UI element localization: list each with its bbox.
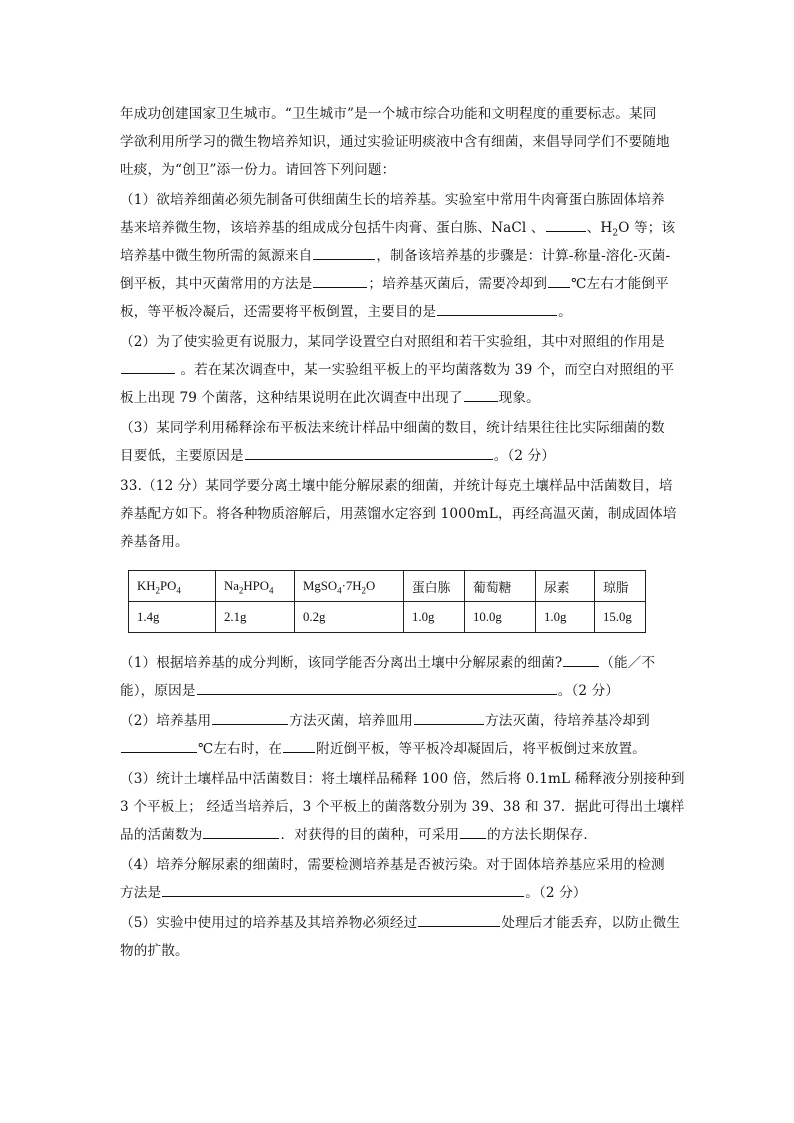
answer-blank[interactable]: [197, 680, 557, 695]
subscript: 2: [612, 228, 619, 239]
s1-line-1: [120, 649, 680, 677]
q1-text: 、H: [586, 220, 613, 236]
answer-blank[interactable]: [546, 217, 586, 232]
table-header-cell: 琼脂: [595, 571, 646, 602]
answer-blank[interactable]: [245, 445, 493, 460]
s2-line-1: [120, 707, 680, 735]
s2-text: 附近倒平板，等平板冷却凝固后，将平板倒过来放置。: [316, 741, 646, 757]
table-row: [129, 602, 646, 633]
q1-text: 。: [558, 304, 572, 320]
answer-blank[interactable]: [212, 710, 288, 725]
answer-blank[interactable]: [414, 710, 484, 725]
s4-text: 方法是: [120, 885, 162, 901]
q1-text: 基来培养微生物，该培养基的组成成分包括牛肉膏、蛋白胨、NaCl 、: [120, 220, 545, 236]
s3-line-3: [120, 821, 680, 851]
table-header-cell: $MgSO_4\cdot 7H_2O$: [295, 571, 404, 602]
intro-line-2: 学欲利用所学习的微生物培养知识，通过实验证明痰液中含有细菌，来倡导同学们不要随地: [120, 134, 670, 150]
table-cell: 1.4g: [129, 602, 216, 633]
answer-blank[interactable]: [464, 387, 498, 402]
s5-line-2: 物的扩散。: [120, 943, 189, 959]
q1-text: O 等；该: [618, 220, 676, 236]
medium-formula-table: [128, 570, 646, 633]
answer-blank[interactable]: [121, 359, 175, 374]
answer-blank[interactable]: [548, 273, 570, 288]
s5-text: （5）实验中使用过的培养基及其培养物必须经过: [120, 915, 418, 931]
table-header-cell: 蛋白胨: [404, 571, 465, 602]
q33-line-1: 33.（12 分）某同学要分离土壤中能分解尿素的细菌，并统计每克土壤样品中活菌数目，培: [120, 478, 673, 494]
s2-text: ℃左右时，在: [198, 741, 283, 757]
q1-line-1: （1）欲培养细菌必须先制备可供细菌生长的培养基。实验室中常用牛肉膏蛋白胨固体培养: [120, 192, 665, 208]
answer-blank[interactable]: [283, 738, 315, 753]
s4-line-2: [120, 879, 680, 909]
s3-line-1: （3）统计土壤样品中活菌数目：将土壤样品稀释 100 倍，然后将 0.1mL 稀释液分别接种到: [120, 771, 685, 787]
s3-text: ．对获得的目的菌种，可采用: [280, 827, 460, 843]
s2-line-2: [120, 735, 680, 765]
intro-line-3: 吐痰，为“创卫”添一份力。请回答下列问题：: [120, 162, 396, 178]
q33-line-2: 养基配方如下。将各种物质溶解后，用蒸馏水定容到 1000mL，再经高温灭菌，制成固体培: [120, 506, 677, 522]
answer-blank[interactable]: [313, 273, 367, 288]
s3-text: 品的活菌数为: [120, 827, 203, 843]
table-cell: 15.0g: [595, 602, 646, 633]
q2-line-1: （2）为了使实验更有说服力，某同学设置空白对照组和若干实验组，其中对照组的作用是: [120, 334, 665, 350]
table-header-cell: 尿素: [536, 571, 595, 602]
answer-blank[interactable]: [313, 245, 375, 260]
table-cell: 1.0g: [536, 602, 595, 633]
q1-text: 板，等平板冷凝后，还需要将平板倒置，主要目的是: [120, 304, 437, 320]
q1-text: 培养基中微生物所需的氮源来自: [120, 248, 313, 264]
s1-text: 能），原因是: [120, 683, 196, 699]
s3-line-2: 3 个平板上； 经适当培养后，3 个平板上的菌落数分别为 39、38 和 37．据此可得出土壤样: [120, 799, 685, 815]
s2-text: 方法灭菌，培养皿用: [289, 713, 413, 729]
s1-text: （1）根据培养基的成分判断，该同学能否分离出土壤中分解尿素的细菌?: [120, 655, 563, 671]
answer-blank[interactable]: [162, 882, 524, 897]
table-header-cell: $Na_2HPO_4$: [216, 571, 295, 602]
q1-text: ；培养基灭菌后，需要冷却到: [368, 276, 548, 292]
q1-text: ，制备该培养基的步骤是：计算-称量-溶化-灭菌-: [376, 248, 671, 264]
s4-text: 。（2 分）: [525, 885, 587, 901]
q1-line-2: [120, 214, 680, 242]
q1-text: 倒平板，其中灭菌常用的方法是: [120, 276, 313, 292]
q2-text: 板上出现 79 个菌落，这种结果说明在此次调查中出现了: [120, 390, 463, 406]
q3-line-2: [120, 442, 680, 472]
exam-page: [120, 100, 685, 965]
table-header-row: [129, 571, 646, 602]
answer-blank[interactable]: [437, 301, 557, 316]
answer-blank[interactable]: [121, 738, 197, 753]
s1-text: （能／不: [600, 655, 656, 671]
s1-text: 。（2 分）: [557, 683, 620, 699]
q2-line-3: [120, 384, 680, 414]
intro-line-1: 年成功创建国家卫生城市。“卫生城市”是一个城市综合功能和文明程度的重要标志。某同: [120, 106, 657, 122]
table-cell: 1.0g: [404, 602, 465, 633]
table-cell: 0.2g: [295, 602, 404, 633]
q3-text: 。（2 分）: [493, 448, 556, 464]
q2-line-2: [120, 356, 680, 384]
q2-text: 现象。: [498, 390, 540, 406]
s3-text: 的方法长期保存．: [487, 827, 598, 843]
q1-line-4: [120, 270, 680, 298]
s2-text: （2）培养基用: [120, 713, 212, 729]
s5-text: 处理后才能丢弃，以防止微生: [501, 915, 681, 931]
q3-line-1: （3）某同学利用稀释涂布平板法来统计样品中细菌的数目，统计结果往往比实际细菌的数: [120, 420, 665, 436]
q1-line-3: [120, 242, 680, 270]
s4-line-1: （4）培养分解尿素的细菌时，需要检测培养基是否被污染。对于固体培养基应采用的检测: [120, 857, 665, 873]
q3-text: 目要低，主要原因是: [120, 448, 244, 464]
s2-text: 方法灭菌，待培养基冷却到: [484, 713, 650, 729]
q2-text: 。若在某次调查中，某一实验组平板上的平均菌落数为 39 个，而空白对照组的平: [176, 362, 675, 378]
answer-blank[interactable]: [418, 912, 500, 927]
answer-blank[interactable]: [563, 652, 599, 667]
table-cell: 2.1g: [216, 602, 295, 633]
q33-line-3: 养基备用。: [120, 534, 189, 550]
q1-line-5: [120, 298, 680, 328]
table-cell: 10.0g: [465, 602, 536, 633]
s5-line-1: [120, 909, 680, 937]
table-header-cell: 葡萄糖: [465, 571, 536, 602]
table-header-cell: $KH_2PO_4$: [129, 571, 216, 602]
answer-blank[interactable]: [460, 824, 486, 839]
s1-line-2: [120, 677, 680, 707]
q1-text: ℃左右才能倒平: [571, 276, 669, 292]
answer-blank[interactable]: [203, 824, 279, 839]
